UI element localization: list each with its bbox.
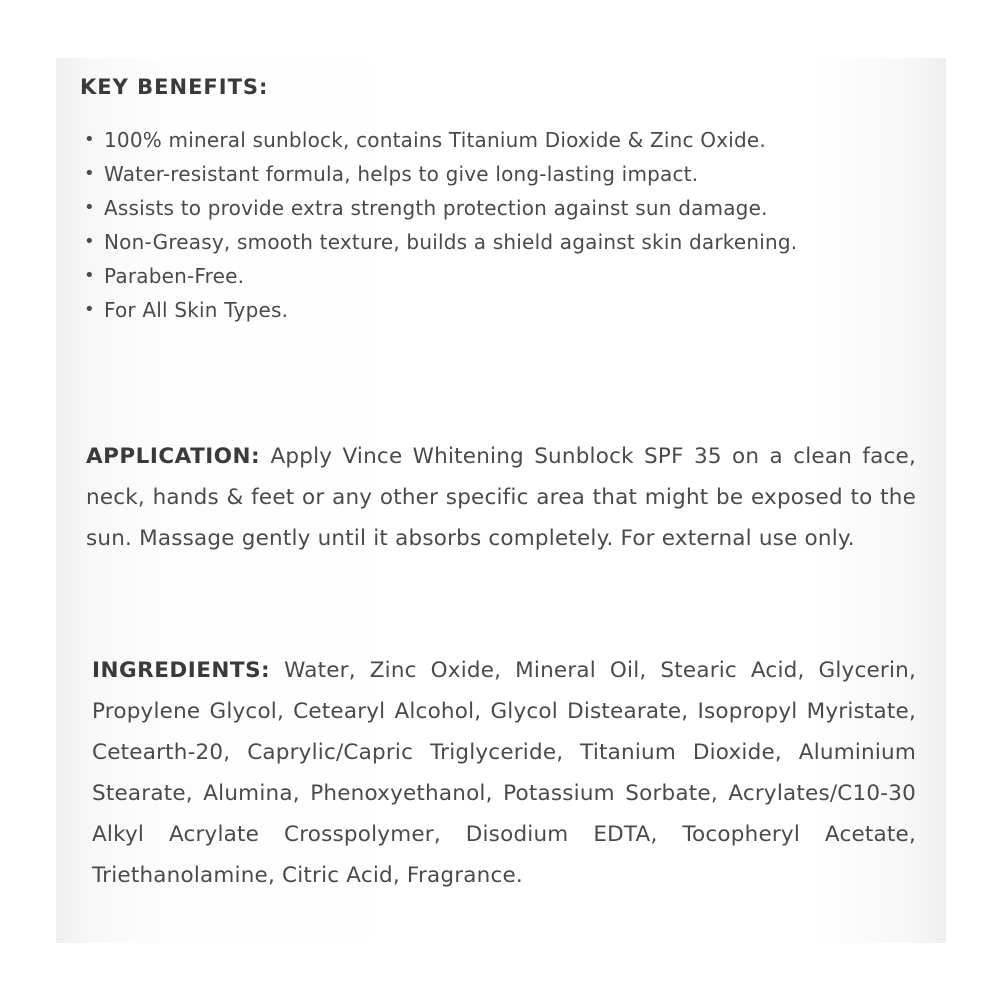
application-section xyxy=(86,436,916,559)
benefit-text: Water-resistant formula, helps to give long-lasting impact. xyxy=(104,162,699,186)
benefit-text: For All Skin Types. xyxy=(104,298,289,322)
benefit-item xyxy=(84,259,924,293)
application-heading: APPLICATION: xyxy=(86,444,261,469)
ingredients-section xyxy=(92,650,916,896)
bullet-icon: • xyxy=(84,129,95,150)
benefit-item xyxy=(84,293,924,327)
benefit-item xyxy=(84,225,924,259)
ingredients-text: Water, Zinc Oxide, Mineral Oil, Stearic Acid, Glycerin, Propylene Glycol, Cetearyl Alcohol, Glycol Distearate, Isopropyl Myristate, Cetearth-20, Caprylic/Capric Triglyceride, Titanium Dioxide, Aluminium Stearate, Alumina, Phenoxyethanol, Potassium Sorbate, Acrylates/C10-30 Alkyl Acrylate Crosspolymer, Disodium EDTA, Tocopheryl Acetate, Triethanolamine, Citric Acid, Fragrance. xyxy=(92,658,916,888)
bullet-icon: • xyxy=(84,299,95,320)
benefit-item xyxy=(84,191,924,225)
ingredients-heading: INGREDIENTS: xyxy=(92,658,271,683)
bullet-icon: • xyxy=(84,197,95,218)
benefit-text: Assists to provide extra strength protection against sun damage. xyxy=(104,196,768,220)
benefit-text: Paraben-Free. xyxy=(104,264,245,288)
bullet-icon: • xyxy=(84,231,95,252)
bullet-icon: • xyxy=(84,265,95,286)
benefit-text: Non-Greasy, smooth texture, builds a shield against skin darkening. xyxy=(104,230,798,254)
key-benefits-heading: KEY BENEFITS: xyxy=(80,75,269,99)
bullet-icon: • xyxy=(84,163,95,184)
benefit-item xyxy=(84,157,924,191)
application-text: Apply Vince Whitening Sunblock SPF 35 on a clean face, neck, hands & feet or any other specific area that might be exposed to the sun. Massage gently until it absorbs completely. For external use only. xyxy=(86,444,916,551)
benefit-text: 100% mineral sunblock, contains Titanium Dioxide & Zinc Oxide. xyxy=(104,128,766,152)
key-benefits-list xyxy=(84,123,924,327)
benefit-item xyxy=(84,123,924,157)
